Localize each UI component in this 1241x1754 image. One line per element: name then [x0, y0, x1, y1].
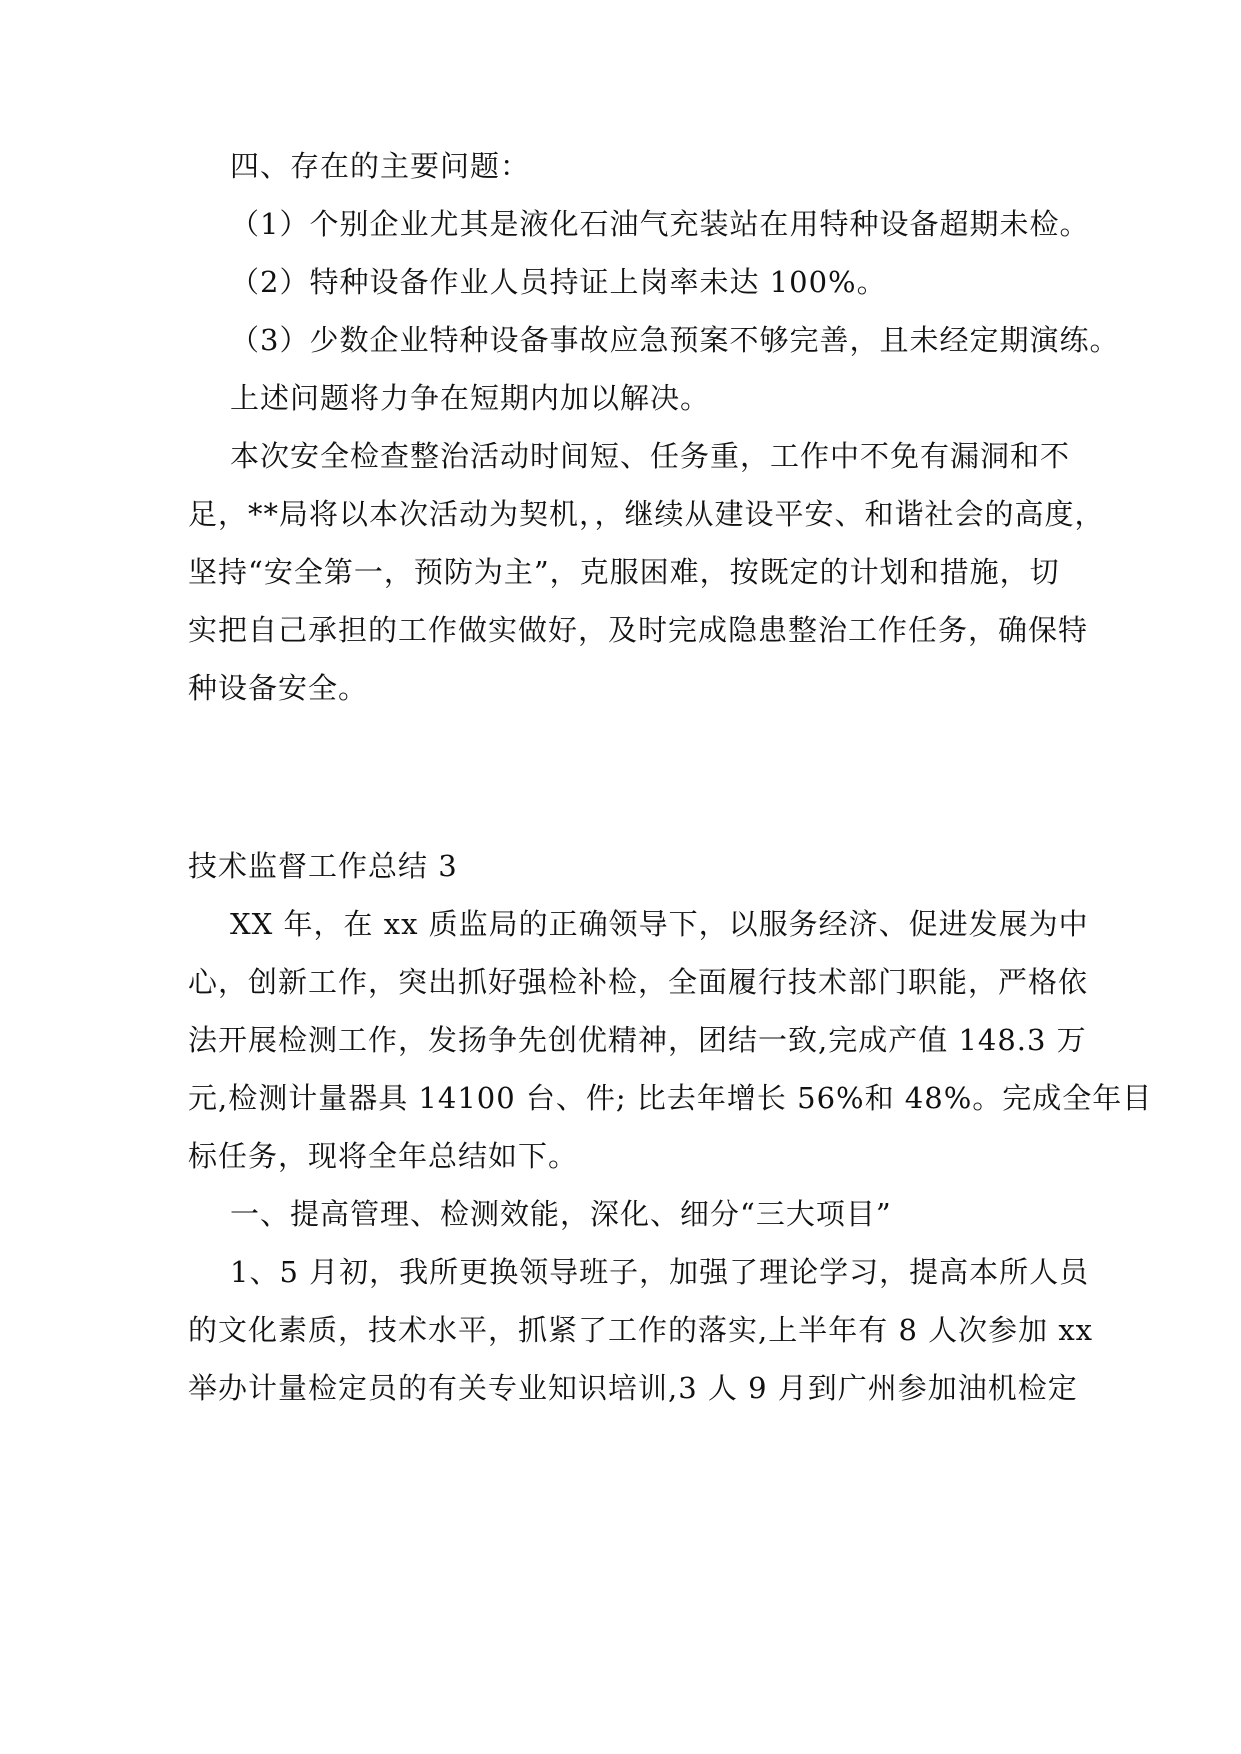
paragraph-line: 1、5 月初，我所更换领导班子，加强了理论学习，提高本所人员 [230, 1255, 1090, 1289]
paragraph-line: 标任务，现将全年总结如下。 [188, 1139, 579, 1173]
section-heading: 四、存在的主要问题： [230, 149, 531, 183]
paragraph-line: 的文化素质，技术水平，抓紧了工作的落实,上半年有 8 人次参加 xx [188, 1313, 1094, 1347]
paragraph-line: 本次安全检查整治活动时间短、任务重，工作中不免有漏洞和不 [230, 439, 1071, 473]
paragraph-line: （3）少数企业特种设备事故应急预案不够完善，且未经定期演练。 [230, 323, 1120, 357]
paragraph-line: 元,检测计量器具 14100 台、件; 比去年增长 56%和 48%。完成全年目 [188, 1081, 1153, 1115]
paragraph-line: （2）特种设备作业人员持证上岗率未达 100%。 [230, 265, 887, 299]
paragraph-line: 上述问题将力争在短期内加以解决。 [230, 381, 711, 415]
paragraph-line: 种设备安全。 [188, 671, 369, 705]
paragraph-line: 实把自己承担的工作做实做好，及时完成隐患整治工作任务，确保特 [188, 613, 1089, 647]
paragraph-line: XX 年，在 xx 质监局的正确领导下，以服务经济、促进发展为中 [230, 907, 1089, 941]
paragraph-line: 坚持“安全第一，预防为主”，克服困难，按既定的计划和措施，切 [188, 555, 1060, 589]
section-heading: 一、提高管理、检测效能，深化、细分“三大项目” [230, 1197, 892, 1231]
document-title: 技术监督工作总结 3 [188, 849, 458, 883]
paragraph-line: 心，创新工作，突出抓好强检补检，全面履行技术部门职能，严格依 [188, 965, 1089, 999]
paragraph-line: 法开展检测工作，发扬争先创优精神，团结一致,完成产值 148.3 万 [188, 1023, 1087, 1057]
paragraph-line: （1）个别企业尤其是液化石油气充装站在用特种设备超期未检。 [230, 207, 1090, 241]
paragraph-line: 举办计量检定员的有关专业知识培训,3 人 9 月到广州参加油机检定 [188, 1371, 1078, 1405]
paragraph-line: 足，**局将以本次活动为契机，，继续从建设平安、和谐社会的高度， [188, 497, 1105, 531]
